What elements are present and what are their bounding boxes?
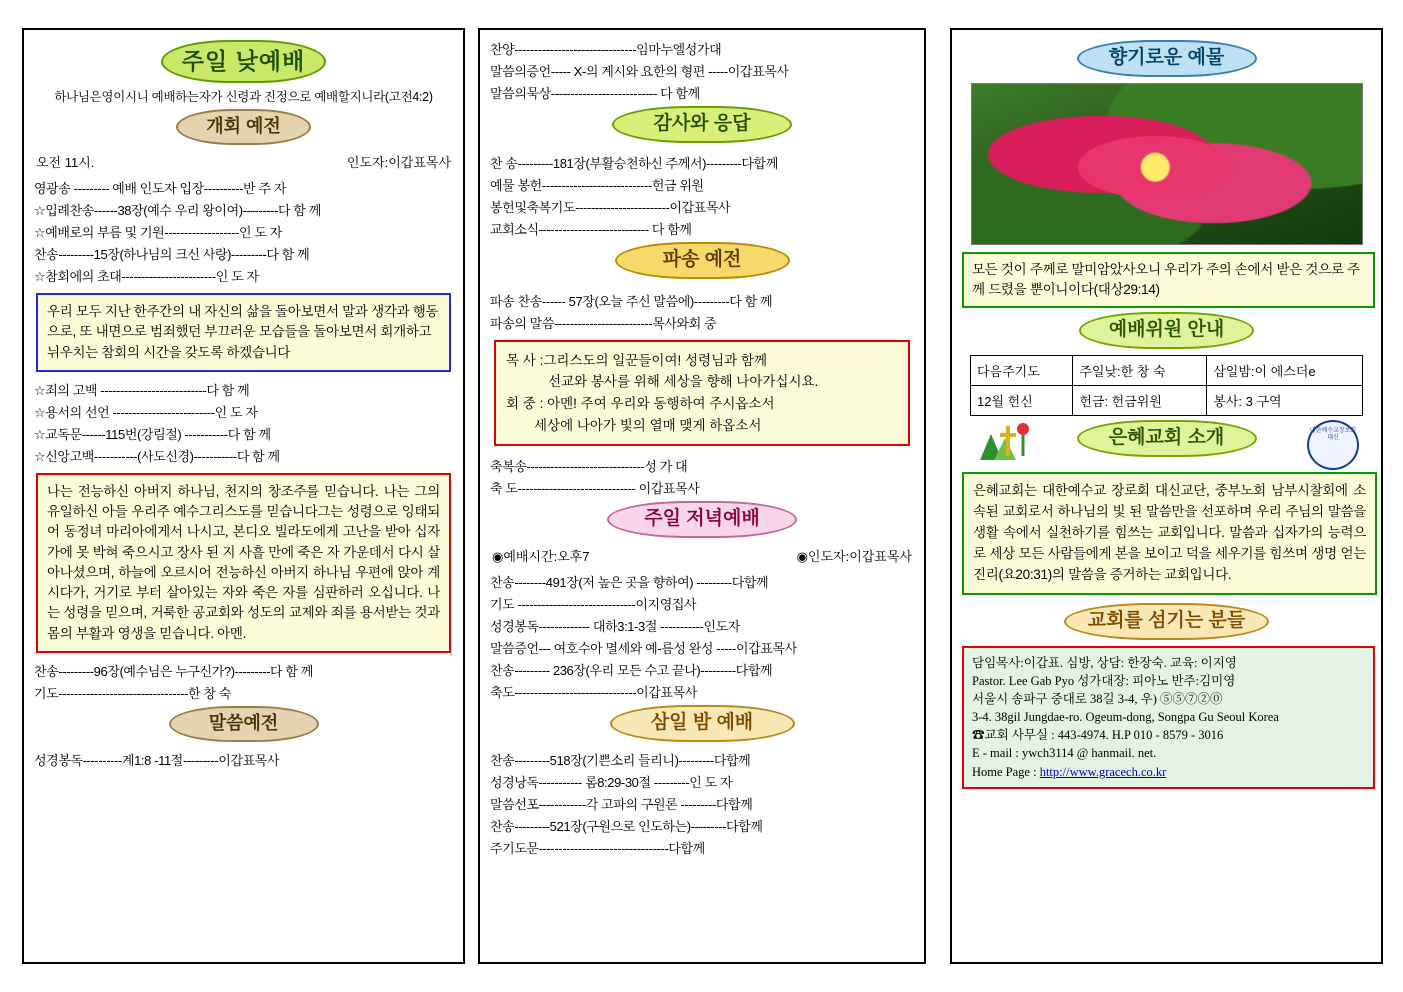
contact-line: 담임목사:이갑표. 심방, 상담: 한장숙. 교육: 이지영 xyxy=(972,655,1237,670)
section-heading-thanksgiving: 감사와 응답 xyxy=(612,106,792,143)
order-line: 파송 찬송------ 57장(오늘 주신 말씀에)---------다 함 께 xyxy=(490,293,773,309)
sending-line: 세상에 나아가 빛의 열매 맺게 하옵소서 xyxy=(534,417,762,433)
order-line: 축복송------------------------------성 가 대 xyxy=(490,459,688,475)
order-line: 말씀증언--- 여호수아 멸세와 예-름성 완성 -----이갑표목사 xyxy=(490,641,797,657)
intro-heading-wrap xyxy=(1077,420,1257,457)
evening-service-time: ◉예배시간:오후7 xyxy=(492,549,590,565)
duty-cell: 주일낮:한 창 숙 xyxy=(1073,356,1207,386)
section-heading-duty-roster: 예배위원 안내 xyxy=(1079,312,1254,349)
contact-info-box xyxy=(962,646,1375,789)
order-line: 영광송 --------- 예배 인도자 입장----------반 주 자 xyxy=(34,181,286,197)
service-time-row xyxy=(36,152,451,171)
order-line: 찬송---------518장(기쁜소리 들리니)---------다합께 xyxy=(490,752,751,768)
column-worship-order xyxy=(22,28,465,964)
order-line: ☆용서의 선언 --------------------------인 도 자 xyxy=(34,404,258,420)
order-line: 찬 송---------181장(부활승천하신 주께서)---------다합께 xyxy=(490,155,778,171)
logo-row xyxy=(962,420,1371,466)
order-line: 말씀의증언----- X-의 계시와 요한의 형편 -----이갑표목사 xyxy=(490,64,789,79)
sending-responsive-box xyxy=(494,340,910,446)
contact-line: Pastor. Lee Gab Pyo 성가대장: 피아노 반주:김미영 xyxy=(972,673,1236,688)
duty-roster-table xyxy=(970,355,1363,416)
sending-line: 선교와 봉사를 위해 세상을 향해 나아가십시요. xyxy=(548,374,819,390)
order-line: ☆교독문------115번(강림절) -----------다 함 께 xyxy=(34,426,271,442)
contact-line: 3-4. 38gil Jungdae-ro. Ogeum-dong, Songpa Gu Seoul Korea xyxy=(972,710,1279,725)
order-line: 성경낭독----------- 롬8:29-30절 ---------인 도 자 xyxy=(490,774,733,790)
sending-line: 목 사 :그리스도의 일꾼들이여! 성령님과 함께 xyxy=(506,352,767,368)
duty-cell: 12월 헌신 xyxy=(971,386,1073,416)
order-line: 찬송---------96장(예수님은 누구신가?)---------다 함 께 xyxy=(34,663,313,679)
section-heading-sending: 파송 예전 xyxy=(615,242,790,279)
contact-line-homepage: Home Page : http://www.gracech.co.kr xyxy=(972,764,1167,779)
section-heading-opening: 개회 예전 xyxy=(176,109,311,145)
contact-line: E - mail : ywch3114 @ hanmail. net. xyxy=(972,746,1157,761)
service-time: 오전 11시. xyxy=(36,155,95,171)
order-line: ☆예배로의 부름 및 기원-------------------인 도 자 xyxy=(34,225,282,241)
order-line: 파송의 말씀-------------------------목사와회 중 xyxy=(490,315,717,331)
table-row xyxy=(971,386,1363,416)
duty-cell: 헌금: 헌금위원 xyxy=(1073,386,1207,416)
order-line: 기도 ------------------------------이지영집사 xyxy=(490,597,697,613)
duty-cell: 삼일밤:이 에스더e xyxy=(1207,356,1363,386)
order-line: 성경봉독------------- 대하3:1-3절 -----------인도자 xyxy=(490,619,740,635)
order-line: 축 도------------------------------ 이갑표목사 xyxy=(490,481,700,497)
section-heading-church-intro: 은혜교회 소개 xyxy=(1077,420,1257,457)
table-row xyxy=(971,356,1363,386)
order-line: 찬송--------491장(저 높은 곳을 향하여) ---------다합께 xyxy=(490,575,769,591)
order-line: 예물 봉헌----------------------------헌금 위원 xyxy=(490,177,704,193)
section-heading-offering: 향기로운 예물 xyxy=(1077,40,1257,77)
denomination-seal-icon xyxy=(1307,420,1359,470)
section-heading-servants: 교회를 섬기는 분들 xyxy=(1064,603,1269,640)
service-leader: 인도자:이갑표목사 xyxy=(346,155,451,171)
contact-line: ☎교회 사무실 : 443-4974. H.P 010 - 8579 - 3016 xyxy=(972,728,1224,743)
order-line: 축도-------------------------------이갑표목사 xyxy=(490,685,697,701)
order-line: 찬송---------521장(구원으로 인도하는)---------다합께 xyxy=(490,818,763,834)
confession-invitation-box: 우리 모두 지난 한주간의 내 자신의 삶을 돌아보면서 말과 생각과 행동으로, 또 내면으로 범죄했던 부끄러운 모습들을 돌아보면서 회개하고 뉘우치는 참회의 시간을 갖도록 하겠습니다 xyxy=(36,293,451,372)
order-line: 찬송--------- 236장(우리 모든 수고 끝나)---------다합께 xyxy=(490,663,773,679)
church-emblem-icon xyxy=(976,420,1036,464)
evening-info-row xyxy=(492,546,912,565)
duty-cell: 봉사: 3 구역 xyxy=(1207,386,1363,416)
offering-verse-box: 모든 것이 주께로 말미암았사오니 우리가 주의 손에서 받은 것으로 주께 드렸을 뿐이니이다(대상29:14) xyxy=(962,252,1375,309)
order-line: 주기도문---------------------------------다합께 xyxy=(490,840,705,856)
order-line: ☆참회에의 초대------------------------인 도 자 xyxy=(34,269,259,285)
duty-cell: 다음주기도 xyxy=(971,356,1073,386)
section-heading-wednesday-night: 삼일 밤 예배 xyxy=(610,705,795,742)
section-heading-word: 말씀예전 xyxy=(169,706,319,742)
order-line: 기도---------------------------------한 창 숙 xyxy=(34,685,231,701)
order-line: 교회소식---------------------------- 다 함께 xyxy=(490,221,692,237)
order-line: ☆입례찬송------38장(예수 우리 왕이여)---------다 함 께 xyxy=(34,203,321,219)
contact-line: 서울시 송파구 중대로 38길 3-4, 우) ⑤⑤⑦②⓪ xyxy=(972,692,1223,707)
order-line: ☆죄의 고백 ---------------------------다 함 께 xyxy=(34,382,250,398)
order-line: 말씀선포------------각 고파의 구원론 ---------다합께 xyxy=(490,796,753,812)
order-line: 봉헌및축복기도------------------------이갑표목사 xyxy=(490,199,731,215)
apostles-creed-box: 나는 전능하신 아버지 하나님, 천지의 창조주를 믿습니다. 나는 그의 유일하신 아들 우리주 예수그리스도를 믿습니다그는 성령으로 잉태되어 동정녀 마리아에게서 나시고, 본디오 빌라도에게 고난을 받아 십자가에 못 박혀 죽으시고 장사 된 지 사흘 만에 죽은 자 가운데서 다시 살아나셨으며, 하늘에 오르시어 전능하신 아버지 하나님 우편에 앉아 계시다가, 거기로 부터 살아있는 자와 죽은 자를 심판하러 오십니다. 나는 성령을 믿으며, 거룩한 공교회와 성도의 교제와 죄를 용서받는 것과 몸의 부활과 영생을 믿습니다. 아멘. xyxy=(36,473,451,653)
order-line: 말씀의묵상--------------------------- 다 함께 xyxy=(490,86,700,101)
flower-photo xyxy=(971,83,1363,245)
section-heading-sunday-evening: 주일 저녁예배 xyxy=(607,501,797,538)
subtitle-verse: 하나님은영이시니 예배하는자가 신령과 진정으로 예배할지니라(고전4:2) xyxy=(54,90,433,105)
column-response-and-sending xyxy=(478,28,926,964)
homepage-link[interactable]: http://www.gracech.co.kr xyxy=(1039,764,1167,779)
column-offering-and-info xyxy=(950,28,1383,964)
page-title: 주일 낮예배 xyxy=(161,40,326,83)
order-line: 성경봉독----------계1:8 -11절---------이갑표목사 xyxy=(34,752,280,768)
order-line: ☆신앙고백-----------(사도신경)-----------다 함 께 xyxy=(34,448,280,464)
order-line: 찬양-------------------------------임마누엘성가대 xyxy=(490,42,722,57)
order-line: 찬송---------15장(하나님의 크신 사랑)---------다 함 께 xyxy=(34,247,310,263)
church-introduction-box: 은혜교회는 대한예수교 장로회 대신교단, 중부노회 남부시찰회에 소속된 교회로서 하나님의 빛 된 말씀만을 선포하며 우리 주님의 말씀을 생활 속에서 실천하기를 힘쓰는 교회입니다. 말씀과 십자가의 능력으로 세상 모든 사람들에게 본을 보이고 덕을 세우기를 힘쓰며 생명 얻는 진리(요20:31)의 말씀을 증거하는 교회입니다. xyxy=(962,472,1377,595)
sending-line: 회 중 : 아멘! 주여 우리와 동행하여 주시옵소서 xyxy=(506,395,775,411)
evening-service-leader: ◉인도자:이갑표목사 xyxy=(796,549,912,565)
denomination-seal-label: 대한예수교장로회 대신 xyxy=(1309,428,1357,442)
